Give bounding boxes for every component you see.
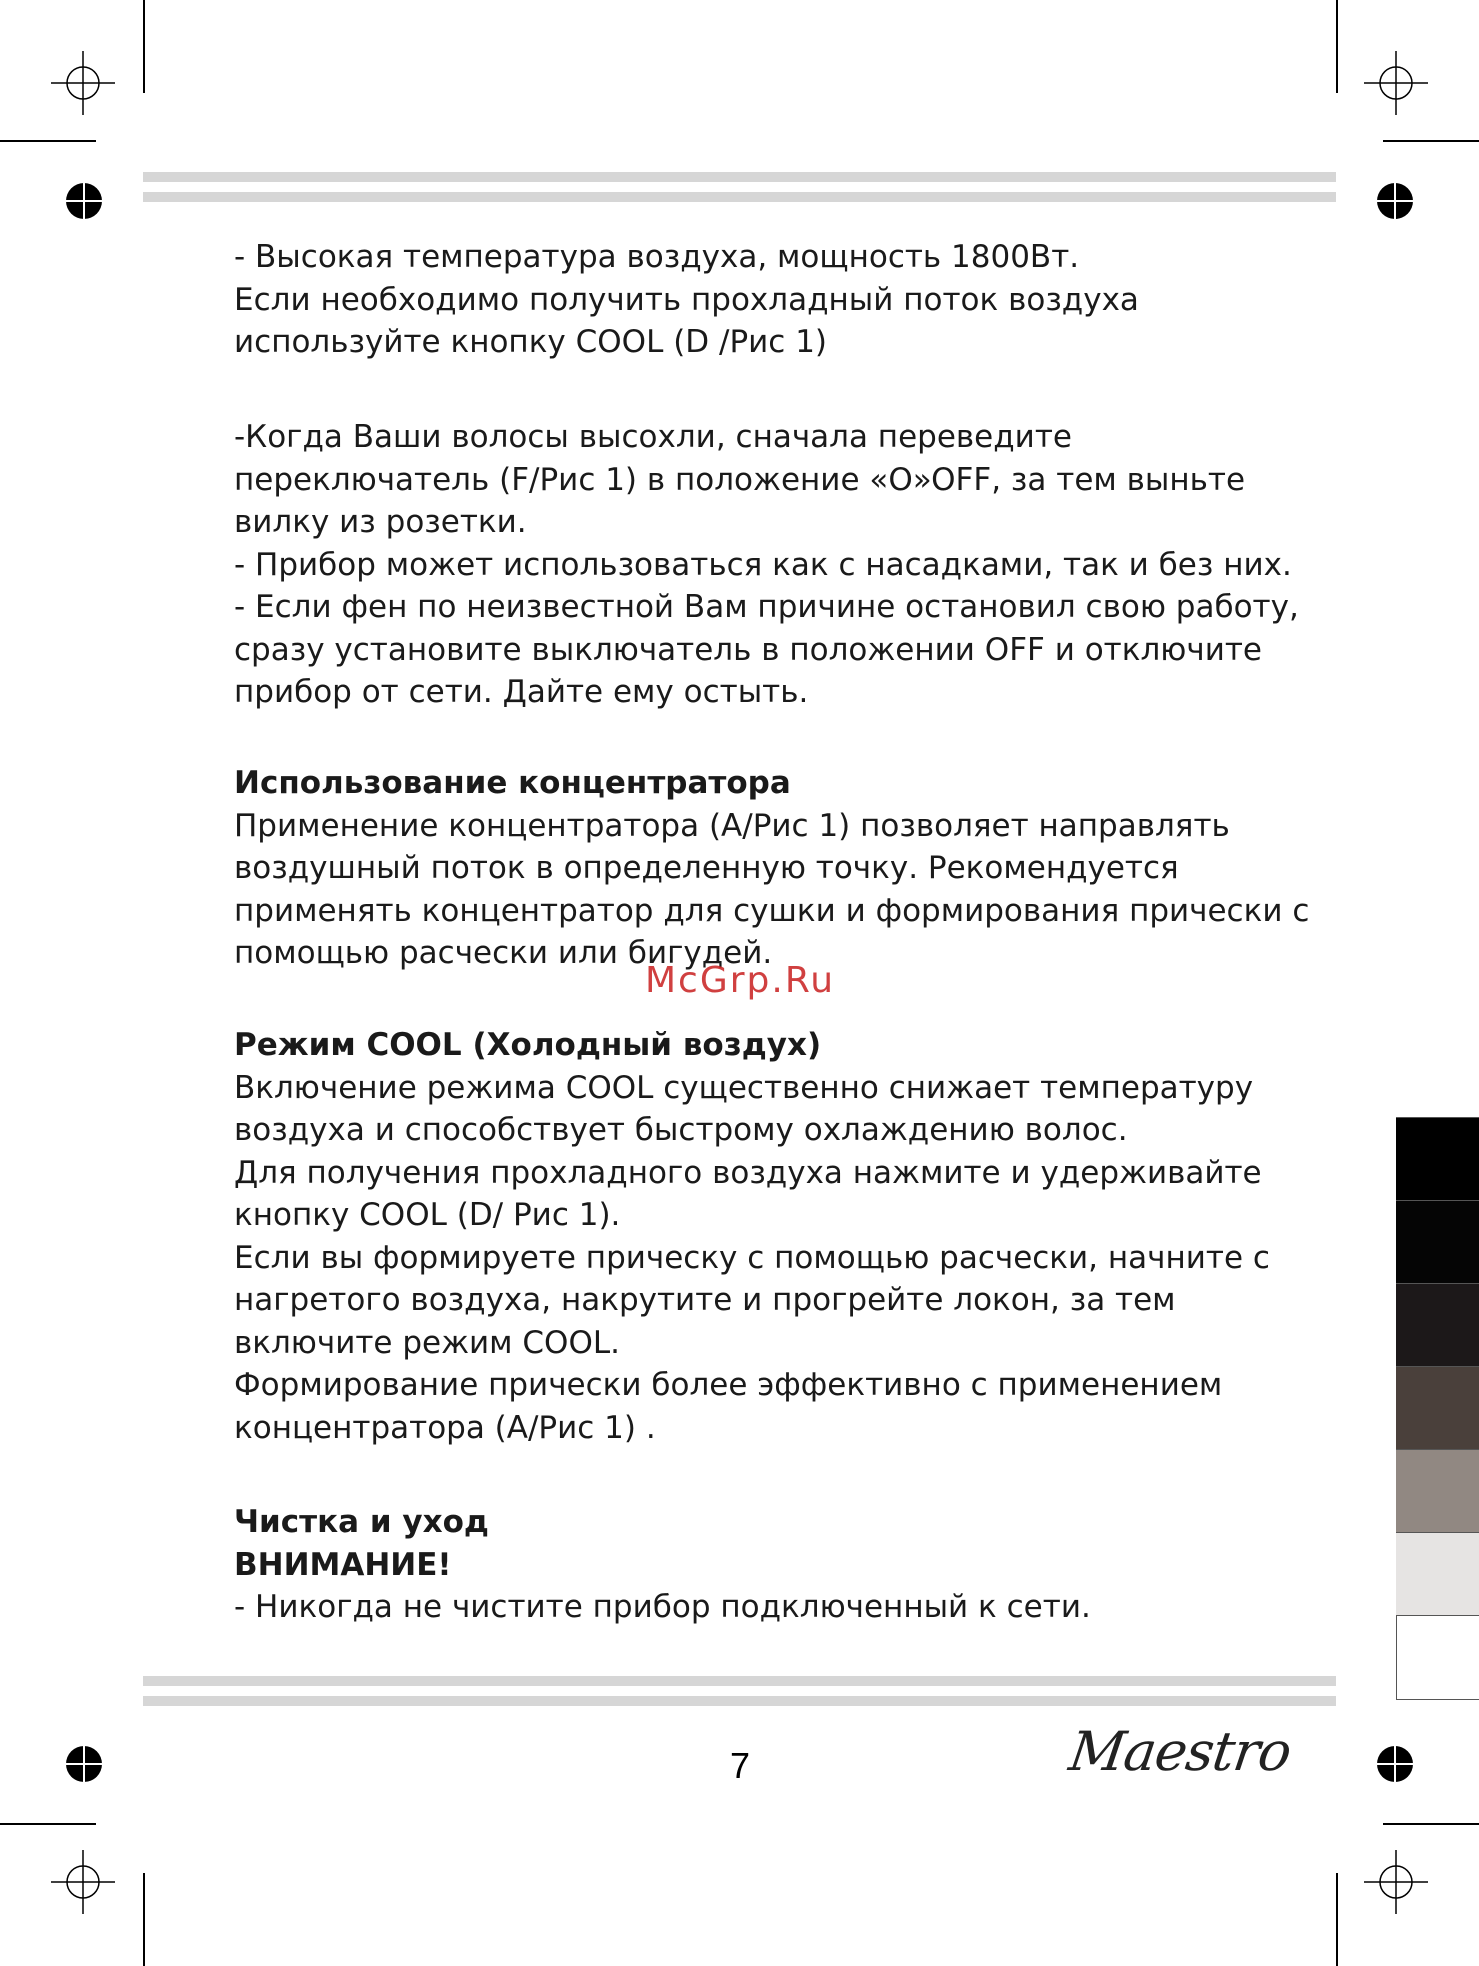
text-line: переключатель (F/Рис 1) в положение «O»OFF, за тем выньте [234, 461, 1246, 498]
text-line: Применение концентратора (A/Рис 1) позволяет направлять [234, 807, 1230, 844]
text-line: кнопку COOL (D/ Рис 1). [234, 1197, 621, 1233]
registration-mark-icon [51, 51, 115, 115]
target-dot-icon [65, 182, 103, 220]
footer-band [143, 1696, 1336, 1706]
text-line: прибор от сети. Дайте ему остыть. [234, 674, 809, 710]
cleaning-section [234, 1501, 1091, 1629]
text-line: -Когда Ваши волосы высохли, сначала переведите [234, 419, 1072, 455]
color-swatch [1396, 1366, 1479, 1450]
section-heading: Чистка и уход [234, 1504, 489, 1540]
color-swatch [1396, 1532, 1479, 1616]
color-swatch [1396, 1615, 1479, 1700]
crop-line [143, 0, 145, 93]
text-line: Для получения прохладного воздуха нажмите и удерживайте [234, 1154, 1262, 1191]
text-line: Если вы формируете прическу с помощью расчески, начните с [234, 1239, 1270, 1276]
text-line: помощью расчески или бигудей. [234, 935, 773, 971]
crop-line [1383, 140, 1479, 142]
crop-line [0, 140, 96, 142]
text-line: Формирование прически более эффективно с применением [234, 1367, 1223, 1403]
text-line: воздуха и способствует быстрому охлаждению волос. [234, 1112, 1128, 1148]
section-heading: Использование концентратора [234, 765, 791, 801]
color-swatch [1396, 1449, 1479, 1533]
text-line: концентратора (A/Рис 1) . [234, 1409, 656, 1446]
text-line: нагретого воздуха, накрутите и прогрейте локон, за тем [234, 1282, 1176, 1318]
text-line: включите режим COOL. [234, 1324, 620, 1361]
text-line: - Если фен по неизвестной Вам причине остановил свою работу, [234, 589, 1299, 625]
brand-logo: Maestro [1065, 1720, 1295, 1783]
concentrator-section [234, 762, 1309, 975]
text-line: Включение режима COOL существенно снижает температуру [234, 1069, 1254, 1106]
target-dot-icon [65, 1745, 103, 1783]
crop-line [1383, 1823, 1479, 1825]
color-swatch [1396, 1200, 1479, 1284]
watermark: McGrp.Ru [645, 960, 836, 1001]
crop-line [0, 1823, 96, 1825]
target-dot-icon [1376, 182, 1414, 220]
header-band [143, 192, 1336, 202]
registration-mark-icon [1364, 1850, 1428, 1914]
warning-heading: ВНИМАНИЕ! [234, 1546, 452, 1583]
cool-mode-section [234, 1024, 1270, 1449]
crop-line [143, 1873, 145, 1966]
text-line: - Прибор может использоваться как с насадками, так и без них. [234, 546, 1292, 583]
text-line: используйте кнопку COOL (D /Рис 1) [234, 324, 828, 360]
color-swatch [1396, 1283, 1479, 1367]
text-line: применять концентратор для сушки и формирования прически с [234, 892, 1310, 929]
crop-line [1336, 0, 1338, 93]
registration-mark-icon [51, 1850, 115, 1914]
registration-mark-icon [1364, 51, 1428, 115]
text-line: вилку из розетки. [234, 504, 527, 540]
footer-band [143, 1676, 1336, 1686]
text-line: - Никогда не чистите прибор подключенный к сети. [234, 1589, 1091, 1625]
text-line: Если необходимо получить прохладный поток воздуха [234, 281, 1139, 318]
target-dot-icon [1376, 1745, 1414, 1783]
intro-block [234, 236, 1139, 364]
text-line: сразу установите выключатель в положении OFF и отключите [234, 631, 1262, 668]
page-number: 7 [729, 1745, 751, 1786]
header-band [143, 172, 1336, 182]
text-line: воздушный поток в определенную точку. Рекомендуется [234, 850, 1179, 886]
section-heading: Режим COOL (Холодный воздух) [234, 1027, 822, 1063]
crop-line [1336, 1873, 1338, 1966]
text-line: - Высокая температура воздуха, мощность 1800Вт. [234, 239, 1080, 275]
after-dry-block [234, 416, 1299, 714]
color-swatch [1396, 1117, 1479, 1201]
